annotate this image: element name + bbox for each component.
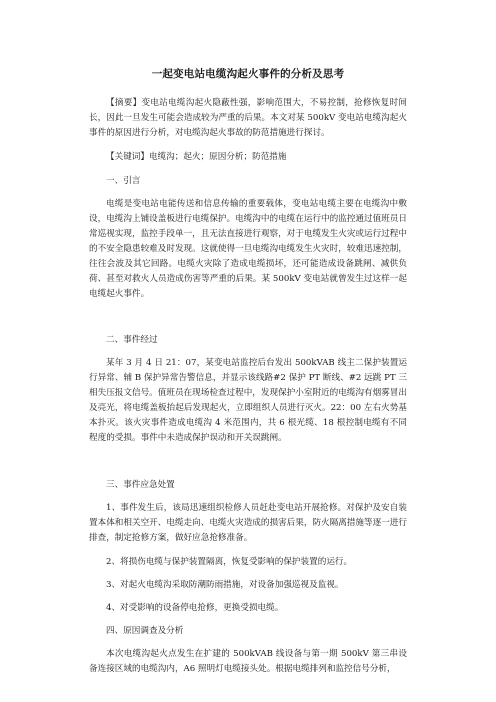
emergency-step-2: 2、将损伤电缆与保护装置隔离，恢复受影响的保护装置的运行。 (106, 557, 353, 567)
cause-analysis-paragraph: 本次电缆沟起火点发生在扩建的 500kVAB 线设备与第一期 500kV 第三串设备连接区域的电缆沟内，A6 照明灯电缆接头处。根据电缆排列和监控信号分析， (89, 649, 407, 674)
document-title: 一起变电站电缆沟起火事件的分析及思考 (151, 68, 345, 80)
emergency-step-4: 4、对受影响的设备停电抢修，更换受损电缆。 (106, 603, 284, 613)
section-heading-event-process: 二、事件经过 (106, 335, 158, 345)
emergency-step-1: 1、事件发生后，该局迅速组织检修人员赶赴变电站开展抢修。对保护及安自装置本体和相关空开、电缆走向、电缆火灾造成的损害后果，防火隔离措施等逐一进行排查，制定抢修方案，做好应急抢修准备。 (89, 503, 407, 543)
keywords-paragraph: 【关键词】电缆沟；起火；原因分析；防范措施 (106, 152, 287, 162)
abstract-paragraph: 【摘要】变电站电缆沟起火隐蔽性强，影响范围大，不易控制，抢修恢复时间长，因此一旦发生可能会造成较为严重的后果。本文对某 500kV 变电站电缆沟起火事件的原因进行分析，对电缆沟起火事故的防范措施进行探讨。 (89, 98, 407, 138)
introduction-paragraph: 电缆是变电站电能传送和信息传输的重要载体，变电站电缆主要在电缆沟中敷设，电缆沟上铺设盖板进行电缆保护。电缆沟中的电缆在运行中的监控通过值班员日常巡视实现，监控手段单一，且无法直接进行观察，对于电缆发生火灾或运行过程中的不安全隐患较难及时发现。这就使得一旦电缆沟电缆发生火灾时，较难迅速控制，往往会波及其它回路。电缆火灾除了造成电缆损坏，还可能造成设备跳闸、减供负荷、甚至对救火人员造成伤害等严重的后果。某 500kV 变电站就曾发生过这样一起电缆起火事件。 (89, 199, 407, 299)
event-process-paragraph: 某年 3 月 4 日 21：07，某变电站监控后台发出 500kVAB 线主二保护装置运行异常、辅 B 保护异常告警信息，并显示该线路#2 保护 PT 断线、#2 远跳 PT 三相失压报文信号。值班员在现场检查过程中，发现保护小室附近的电缆沟有烟雾冒出及亮光，将电缆盖板抬起后发现起火，立即组织人员进行灭火。22：00 左右火势基本扑灭。该火灾事件造成电缆沟 4 米范围内，共 6 根光缆、18 根控制电缆有不同程度的受损。事件中未造成保护误动和开关误跳闸。 (89, 358, 407, 443)
section-heading-cause-analysis: 四、原因调查及分析 (106, 626, 184, 636)
section-heading-introduction: 一、引言 (106, 176, 141, 186)
section-heading-emergency-handling: 三、事件应急处置 (106, 480, 175, 490)
emergency-step-3: 3、对起火电缆沟采取防潮防雨措施，对设备加强巡视及监视。 (106, 580, 344, 590)
